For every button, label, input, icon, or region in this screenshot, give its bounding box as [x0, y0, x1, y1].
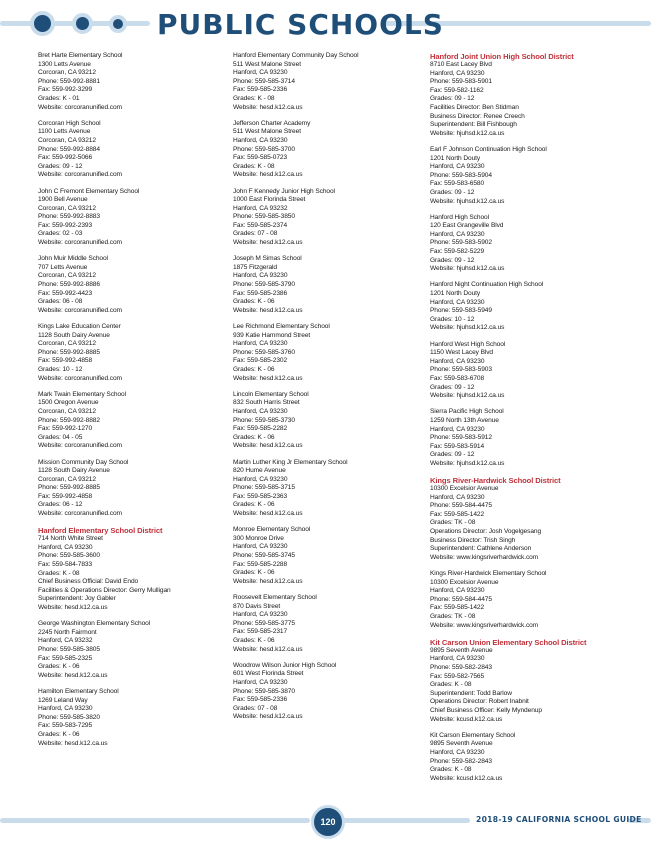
website-text: Website: hesd.k12.ca.us [233, 306, 303, 314]
fax-text: Fax: 559-992-4423 [38, 289, 93, 297]
entry-line: Superintendent: Cathlene Anderson [430, 545, 532, 553]
fax-text: Fax: 559-585-2317 [233, 628, 288, 636]
entry-line: Hanford, CA 93232 [233, 204, 288, 212]
school-entry [233, 526, 418, 586]
district-name: Kings River-Hardwick School District [430, 476, 561, 486]
school-name: Hanford High School [430, 213, 489, 221]
entry-line: Hanford, CA 93230 [430, 425, 485, 433]
entry-line: 9895 Seventh Avenue [430, 740, 493, 748]
entry-line: Hanford, CA 93230 [38, 543, 93, 551]
phone-text: Phone: 559-992-8882 [38, 416, 100, 424]
website-text: Website: corcoranunified.com [38, 374, 122, 382]
phone-text: Phone: 559-585-3600 [38, 552, 100, 560]
school-name: Mission Community Day School [38, 458, 129, 466]
entry-line: Hanford, CA 93230 [233, 272, 288, 280]
fax-text: Fax: 559-992-4858 [38, 492, 93, 500]
website-text: Website: corcoranunified.com [38, 510, 122, 518]
phone-text: Phone: 559-585-3714 [233, 77, 295, 85]
entry-line: Corcoran, CA 93212 [38, 204, 96, 212]
grades-text: Grades: K - 06 [38, 730, 80, 738]
school-entry [430, 408, 630, 468]
entry-line: 601 West Florinda Street [233, 670, 304, 678]
school-entry [38, 52, 218, 112]
school-entry [233, 120, 418, 180]
entry-line: 832 South Harris Street [233, 399, 300, 407]
grades-text: Grades: 09 - 12 [430, 383, 475, 391]
phone-text: Phone: 559-992-8884 [38, 145, 100, 153]
page-title: PUBLIC SCHOOLS [157, 8, 444, 41]
website-text: Website: hesd.k12.ca.us [233, 577, 303, 585]
phone-text: Phone: 559-585-3790 [233, 281, 295, 289]
entry-line: Facilities Director: Ben Stidman [430, 103, 519, 111]
school-name: Bret Harte Elementary School [38, 52, 123, 59]
phone-text: Phone: 559-585-3760 [233, 348, 295, 356]
fax-text: Fax: 559-585-2282 [233, 425, 288, 433]
school-entry [38, 688, 218, 748]
website-text: Website: www.kingsriverhardwick.com [430, 621, 539, 629]
website-text: Website: hjuhsd.k12.ca.us [430, 197, 505, 205]
grades-text: Grades: K - 06 [233, 636, 275, 644]
phone-text: Phone: 559-992-8881 [38, 77, 100, 85]
entry-line: 1900 Bell Avenue [38, 196, 88, 204]
entry-line: 1000 East Florinda Street [233, 196, 306, 204]
entry-line: 939 Katie Hammond Street [233, 331, 311, 339]
district-entry [430, 52, 630, 138]
entry-line: Chief Business Officer: Kelly Myndenup [430, 706, 542, 714]
website-text: Website: corcoranunified.com [38, 171, 122, 179]
website-text: Website: kcusd.k12.ca.us [430, 774, 503, 782]
phone-text: Phone: 559-992-8883 [38, 213, 100, 221]
school-name: Corcoran High School [38, 119, 101, 127]
fax-text: Fax: 559-583-5914 [430, 442, 485, 450]
school-entry [233, 323, 418, 383]
entry-line: Operations Director: Robert Inabnit [430, 698, 529, 706]
entry-line: Corcoran, CA 93212 [38, 475, 96, 483]
district-entry [430, 638, 630, 724]
school-name: John Muir Middle School [38, 255, 108, 263]
school-entry [430, 146, 630, 206]
school-entry [38, 120, 218, 180]
website-text: Website: hjuhsd.k12.ca.us [430, 129, 505, 137]
grades-text: Grades: K - 06 [38, 663, 80, 671]
school-entry [38, 459, 218, 519]
entry-line: Hanford, CA 93230 [233, 407, 288, 415]
school-name: Lincoln Elementary School [233, 390, 309, 398]
school-name: Lee Richmond Elementary School [233, 323, 330, 330]
grades-text: Grades: 09 - 12 [430, 95, 475, 103]
entry-line: Corcoran, CA 93212 [38, 407, 96, 415]
entry-line: 1128 South Dairy Avenue [38, 467, 110, 475]
school-entry [233, 188, 418, 248]
grades-text: Grades: 06 - 12 [38, 501, 83, 509]
entry-line: 1300 Letts Avenue [38, 60, 91, 68]
phone-text: Phone: 559-582-2843 [430, 757, 492, 765]
entry-line: Facilities & Operations Director: Gerry Mulligan [38, 586, 171, 594]
grades-text: Grades: K - 01 [38, 94, 80, 102]
school-name: Woodrow Wilson Junior High School [233, 661, 337, 669]
entry-line: Business Director: Renee Creech [430, 112, 525, 120]
website-text: Website: hjuhsd.k12.ca.us [430, 392, 505, 400]
school-entry [38, 620, 218, 680]
entry-line: Corcoran, CA 93212 [38, 272, 96, 280]
grades-text: Grades: K - 08 [38, 569, 80, 577]
entry-line: Hanford, CA 93230 [430, 230, 485, 238]
grades-text: Grades: K - 08 [233, 94, 275, 102]
phone-text: Phone: 559-583-5902 [430, 239, 492, 247]
page-number: 120 [311, 805, 345, 839]
district-entry [430, 476, 630, 562]
grades-text: Grades: 07 - 08 [233, 704, 278, 712]
phone-text: Phone: 559-582-2843 [430, 663, 492, 671]
website-text: Website: hesd.k12.ca.us [233, 645, 303, 653]
phone-text: Phone: 559-583-5949 [430, 307, 492, 315]
website-text: Website: hesd.k12.ca.us [233, 713, 303, 721]
entry-line: Operations Director: Josh Vogelgesang [430, 528, 542, 536]
grades-text: Grades: K - 08 [233, 162, 275, 170]
phone-text: Phone: 559-585-3700 [233, 145, 295, 153]
phone-text: Phone: 559-585-3870 [233, 687, 295, 695]
entry-line: Hanford, CA 93230 [430, 69, 485, 77]
entry-line: 1269 Leland Way [38, 696, 88, 704]
phone-text: Phone: 559-584-4475 [430, 595, 492, 603]
school-name: Kit Carson Elementary School [430, 731, 516, 739]
entry-line: Business Director: Trish Singh [430, 536, 516, 544]
entry-line: Hanford, CA 93230 [430, 298, 485, 306]
grades-text: Grades: 06 - 08 [38, 298, 83, 306]
website-text: Website: hesd.k12.ca.us [233, 171, 303, 179]
website-text: Website: hjuhsd.k12.ca.us [430, 459, 505, 467]
phone-text: Phone: 559-585-3820 [38, 713, 100, 721]
school-entry [430, 281, 630, 333]
entry-line: Hanford, CA 93230 [430, 357, 485, 365]
school-entry [38, 188, 218, 248]
website-text: Website: kcusd.k12.ca.us [430, 715, 503, 723]
fax-text: Fax: 559-585-2386 [233, 289, 288, 297]
entry-line: Hanford, CA 93230 [430, 655, 485, 663]
phone-text: Phone: 559-992-8885 [38, 484, 100, 492]
entry-line: 10300 Excelsior Avenue [430, 485, 499, 493]
website-text: Website: hesd.k12.ca.us [38, 671, 108, 679]
fax-text: Fax: 559-582-7565 [430, 672, 485, 680]
entry-line: 9895 Seventh Avenue [430, 646, 493, 654]
entry-line: Hanford, CA 93230 [233, 543, 288, 551]
grades-text: Grades: 09 - 12 [430, 256, 475, 264]
school-name: Roosevelt Elementary School [233, 594, 317, 601]
school-entry [233, 459, 418, 519]
school-entry [233, 391, 418, 451]
entry-line: Hanford, CA 93230 [233, 340, 288, 348]
website-text: Website: hesd.k12.ca.us [233, 442, 303, 450]
entry-line: Corcoran, CA 93212 [38, 69, 96, 77]
entry-line: Hanford, CA 93230 [430, 493, 485, 501]
school-name: Hamilton Elementary School [38, 687, 119, 695]
grades-text: Grades: 10 - 12 [38, 365, 83, 373]
school-name: Kings River-Hardwick Elementary School [430, 570, 547, 578]
fax-text: Fax: 559-992-5066 [38, 154, 93, 162]
fax-text: Fax: 559-585-2288 [233, 560, 288, 568]
website-text: Website: hesd.k12.ca.us [233, 510, 303, 518]
phone-text: Phone: 559-585-3715 [233, 484, 295, 492]
entry-line: Hanford, CA 93230 [233, 136, 288, 144]
district-name: Hanford Elementary School District [38, 526, 163, 536]
school-entry [430, 214, 630, 274]
entry-line: Hanford, CA 93230 [430, 163, 485, 171]
school-name: John F Kennedy Junior High School [233, 187, 335, 195]
grades-text: Grades: K - 06 [233, 365, 275, 373]
school-entry [38, 255, 218, 315]
fax-text: Fax: 559-585-1422 [430, 510, 485, 518]
fax-text: Fax: 559-585-1422 [430, 604, 485, 612]
fax-text: Fax: 559-992-1270 [38, 425, 93, 433]
school-entry [233, 662, 418, 722]
entry-line: Hanford, CA 93230 [233, 611, 288, 619]
entry-line: Corcoran, CA 93212 [38, 136, 96, 144]
phone-text: Phone: 559-584-4475 [430, 502, 492, 510]
fax-text: Fax: 559-992-4858 [38, 357, 93, 365]
entry-line: 8710 East Lacey Blvd [430, 61, 492, 68]
school-name: George Washington Elementary School [38, 620, 151, 628]
school-name: Joseph M Simas School [233, 255, 302, 263]
website-text: Website: www.kingsriverhardwick.com [430, 553, 539, 561]
fax-text: Fax: 559-583-7295 [38, 722, 93, 730]
fax-text: Fax: 559-585-2336 [233, 696, 288, 704]
phone-text: Phone: 559-992-8886 [38, 281, 100, 289]
district-name: Kit Carson Union Elementary School District [430, 637, 587, 647]
phone-text: Phone: 559-585-3805 [38, 645, 100, 653]
website-text: Website: corcoranunified.com [38, 239, 122, 247]
website-text: Website: hesd.k12.ca.us [233, 374, 303, 382]
footer-rule-mid [342, 818, 470, 823]
school-name: John C Fremont Elementary School [38, 187, 140, 195]
entry-line: 2245 North Fairmont [38, 628, 97, 636]
website-text: Website: corcoranunified.com [38, 103, 122, 111]
entry-line: Superintendent: Todd Barlow [430, 689, 512, 697]
fax-text: Fax: 559-585-2336 [233, 86, 288, 94]
entry-line: 1100 Letts Avenue [38, 128, 91, 136]
district-entry [38, 526, 218, 612]
entry-line: Hanford, CA 93230 [430, 587, 485, 595]
school-name: Mark Twain Elementary School [38, 390, 126, 398]
fax-text: Fax: 559-584-7833 [38, 561, 93, 569]
school-name: Sierra Pacific High School [430, 408, 504, 416]
school-entry [233, 594, 418, 654]
entry-line: 870 Davis Street [233, 602, 281, 610]
grades-text: Grades: K - 06 [233, 433, 275, 441]
entry-line: Hanford, CA 93230 [233, 678, 288, 686]
fax-text: Fax: 559-585-2374 [233, 221, 288, 229]
school-name: Martin Luther King Jr Elementary School [233, 458, 348, 466]
fax-text: Fax: 559-583-6580 [430, 180, 485, 188]
grades-text: Grades: TK - 08 [430, 519, 476, 527]
grades-text: Grades: 10 - 12 [430, 315, 475, 323]
school-name: Earl F Johnson Continuation High School [430, 145, 547, 153]
fax-text: Fax: 559-582-1162 [430, 86, 484, 94]
entry-line: Corcoran, CA 93212 [38, 340, 96, 348]
entry-line: 300 Monroe Drive [233, 534, 284, 542]
fax-text: Fax: 559-992-3299 [38, 86, 93, 94]
grades-text: Grades: 09 - 12 [38, 162, 83, 170]
fax-text: Fax: 559-585-0723 [233, 154, 288, 162]
entry-line: 511 West Malone Street [233, 60, 301, 68]
entry-line: Hanford, CA 93230 [38, 705, 93, 713]
footer-rule-left [0, 818, 310, 823]
website-text: Website: hesd.k12.ca.us [38, 604, 108, 611]
phone-text: Phone: 559-583-5912 [430, 434, 492, 442]
fax-text: Fax: 559-585-2302 [233, 357, 288, 365]
website-text: Website: corcoranunified.com [38, 442, 122, 450]
school-entry [38, 391, 218, 451]
phone-text: Phone: 559-583-5904 [430, 171, 492, 179]
entry-line: 1201 North Douty [430, 290, 481, 298]
header-dot-large [30, 11, 55, 36]
entry-line: 1875 Fitzgerald [233, 263, 277, 271]
school-entry [430, 341, 630, 401]
grades-text: Grades: 09 - 12 [430, 451, 475, 459]
fax-text: Fax: 559-583-6708 [430, 374, 485, 382]
school-name: Hanford Elementary Community Day School [233, 52, 359, 59]
grades-text: Grades: 04 - 05 [38, 433, 83, 441]
entry-line: 820 Hume Avenue [233, 467, 286, 475]
phone-text: Phone: 559-992-8885 [38, 348, 100, 356]
entry-line: Superintendent: Joy Gabler [38, 595, 116, 603]
school-name: Monroe Elementary School [233, 526, 311, 534]
entry-line: 10300 Excelsior Avenue [430, 578, 499, 586]
grades-text: Grades: K - 06 [233, 501, 275, 509]
school-name: Jefferson Charter Academy [233, 119, 311, 127]
school-entry [233, 52, 418, 112]
entry-line: 1500 Oregon Avenue [38, 399, 99, 407]
entry-line: Superintendent: Bill Fishbough [430, 121, 517, 129]
entry-line: 714 North White Street [38, 535, 103, 543]
entry-line: 1201 North Douty [430, 154, 481, 162]
grades-text: Grades: 07 - 08 [233, 230, 278, 238]
grades-text: Grades: K - 08 [430, 766, 472, 774]
phone-text: Phone: 559-585-3850 [233, 213, 295, 221]
school-entry [430, 570, 630, 630]
column-2 [233, 52, 418, 730]
phone-text: Phone: 559-585-3745 [233, 552, 295, 560]
fax-text: Fax: 559-585-2363 [233, 492, 288, 500]
entry-line: Hanford, CA 93230 [233, 69, 288, 77]
website-text: Website: hesd.k12.ca.us [38, 739, 108, 747]
column-1 [38, 52, 218, 756]
grades-text: Grades: 09 - 12 [430, 188, 475, 196]
header-dot-small [109, 15, 127, 33]
fax-text: Fax: 559-585-2325 [38, 654, 93, 662]
column-3 [430, 52, 630, 791]
entry-line: Chief Business Official: David Endo [38, 578, 139, 586]
entry-line: Hanford, CA 93230 [233, 475, 288, 483]
phone-text: Phone: 559-585-3775 [233, 619, 295, 627]
grades-text: Grades: K - 08 [430, 681, 472, 689]
entry-line: Hanford, CA 93230 [430, 748, 485, 756]
entry-line: 707 Letts Avenue [38, 263, 88, 271]
grades-text: Grades: 02 - 03 [38, 230, 83, 238]
district-name: Hanford Joint Union High School District [430, 52, 574, 61]
entry-line: 511 West Malone Street [233, 128, 301, 136]
school-name: Kings Lake Education Center [38, 323, 121, 330]
school-name: Hanford West High School [430, 340, 506, 348]
school-entry [38, 323, 218, 383]
entry-line: Hanford, CA 93232 [38, 637, 93, 645]
grades-text: Grades: TK - 08 [430, 613, 476, 620]
school-name: Hanford Night Continuation High School [430, 281, 544, 289]
guide-title: 2018-19 CALIFORNIA SCHOOL GUIDE [476, 815, 642, 824]
grades-text: Grades: K - 06 [233, 298, 275, 306]
entry-line: 1259 North 13th Avenue [430, 416, 499, 424]
header-dot-medium [72, 13, 93, 34]
entry-line: 1150 West Lacey Blvd [430, 349, 493, 357]
fax-text: Fax: 559-582-5229 [430, 248, 485, 256]
phone-text: Phone: 559-583-5903 [430, 366, 492, 374]
website-text: Website: hjuhsd.k12.ca.us [430, 265, 505, 273]
school-entry [430, 732, 630, 784]
phone-text: Phone: 559-585-3730 [233, 416, 295, 424]
fax-text: Fax: 559-992-2393 [38, 221, 93, 229]
website-text: Website: corcoranunified.com [38, 306, 122, 314]
entry-line: 120 East Grangeville Blvd [430, 222, 504, 230]
website-text: Website: hjuhsd.k12.ca.us [430, 324, 505, 332]
phone-text: Phone: 559-583-5901 [430, 78, 492, 86]
school-entry [233, 255, 418, 315]
website-text: Website: hesd.k12.ca.us [233, 103, 303, 111]
entry-line: 1128 South Dairy Avenue [38, 331, 110, 339]
website-text: Website: hesd.k12.ca.us [233, 239, 303, 247]
grades-text: Grades: K - 06 [233, 569, 275, 577]
